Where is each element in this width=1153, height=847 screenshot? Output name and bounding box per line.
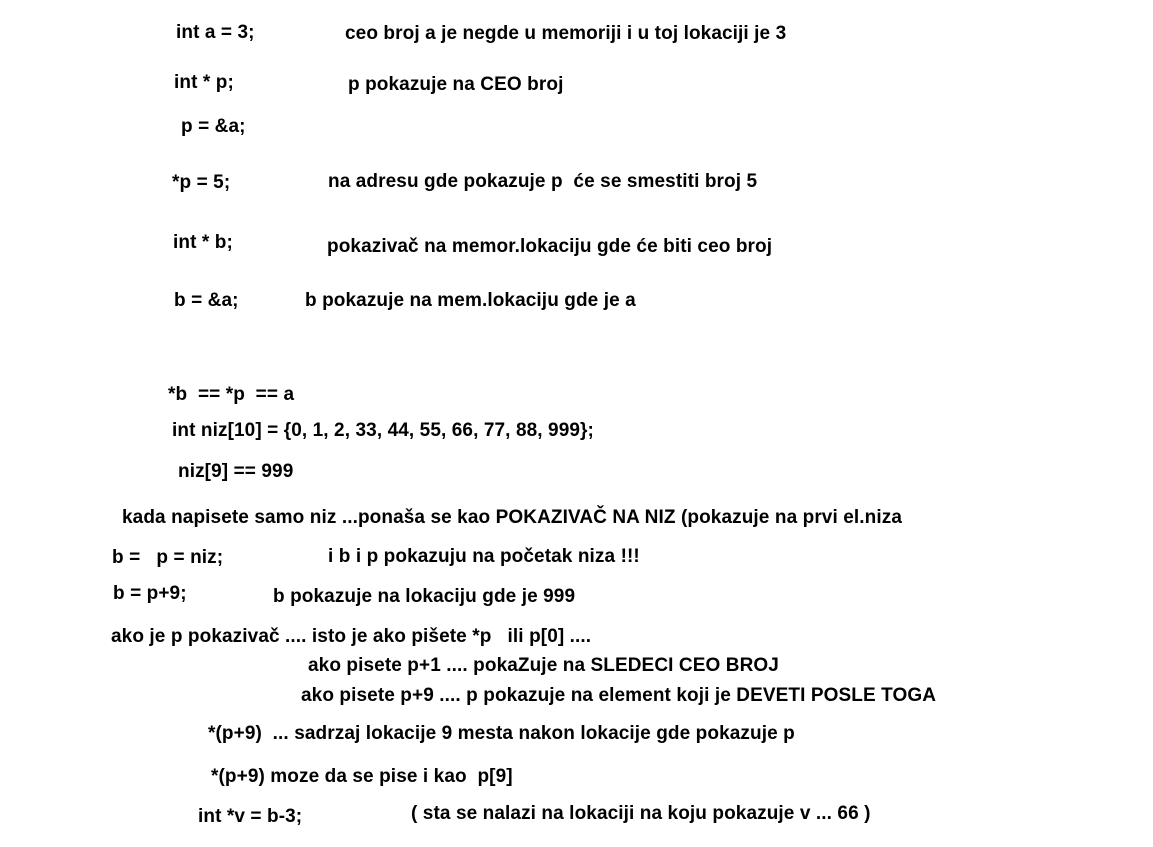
- note-pointer-deref-equivalence: ako je p pokazivač .... isto je ako pišete *p ili p[0] ....: [111, 626, 592, 647]
- note-b-p-assign-niz: i b i p pokazuju na početak niza !!!: [328, 546, 640, 567]
- note-b-assign-p-plus-9: b pokazuje na lokaciju gde je 999: [273, 586, 576, 607]
- code-array-index-9: niz[9] == 999: [178, 461, 294, 482]
- note-int-ptr-p: p pokazuje na CEO broj: [348, 74, 564, 95]
- code-deref-p-assign: *p = 5;: [172, 172, 231, 193]
- note-p-plus-1: ako pisete p+1 .... pokaZuje na SLEDECI CEO BROJ: [308, 655, 779, 676]
- code-int-ptr-p: int * p;: [174, 72, 234, 93]
- code-int-a: int a = 3;: [176, 22, 255, 43]
- note-deref-as-index: *(p+9) moze da se pise i kao p[9]: [211, 766, 513, 787]
- note-deref-p-plus-9: *(p+9) ... sadrzaj lokacije 9 mesta nakon lokacije gde pokazuje p: [208, 723, 795, 744]
- code-p-assign-addr-a: p = &a;: [181, 116, 246, 137]
- code-int-ptr-v: int *v = b-3;: [198, 806, 303, 827]
- code-b-assign-p-plus-9: b = p+9;: [113, 583, 187, 604]
- code-int-ptr-b: int * b;: [173, 232, 233, 253]
- note-int-ptr-b: pokazivač na memor.lokaciju gde će biti ceo broj: [327, 236, 773, 257]
- code-array-declaration: int niz[10] = {0, 1, 2, 33, 44, 55, 66, 77, 88, 999};: [172, 420, 594, 441]
- note-b-assign-addr-a: b pokazuje na mem.lokaciju gde je a: [305, 290, 636, 311]
- code-deref-equality: *b == *p == a: [168, 384, 295, 405]
- note-array-as-pointer: kada napisete samo niz ...ponaša se kao POKAZIVAČ NA NIZ (pokazuje na prvi el.niza: [122, 507, 903, 528]
- note-int-a: ceo broj a je negde u memoriji i u toj lokaciji je 3: [345, 23, 787, 44]
- note-deref-p-assign: na adresu gde pokazuje p će se smestiti broj 5: [328, 171, 758, 192]
- note-int-ptr-v: ( sta se nalazi na lokaciji na koju pokazuje v ... 66 ): [411, 803, 871, 824]
- code-b-p-assign-niz: b = p = niz;: [112, 547, 224, 568]
- note-p-plus-9: ako pisete p+9 .... p pokazuje na element koji je DEVETI POSLE TOGA: [301, 685, 937, 706]
- code-b-assign-addr-a: b = &a;: [174, 290, 239, 311]
